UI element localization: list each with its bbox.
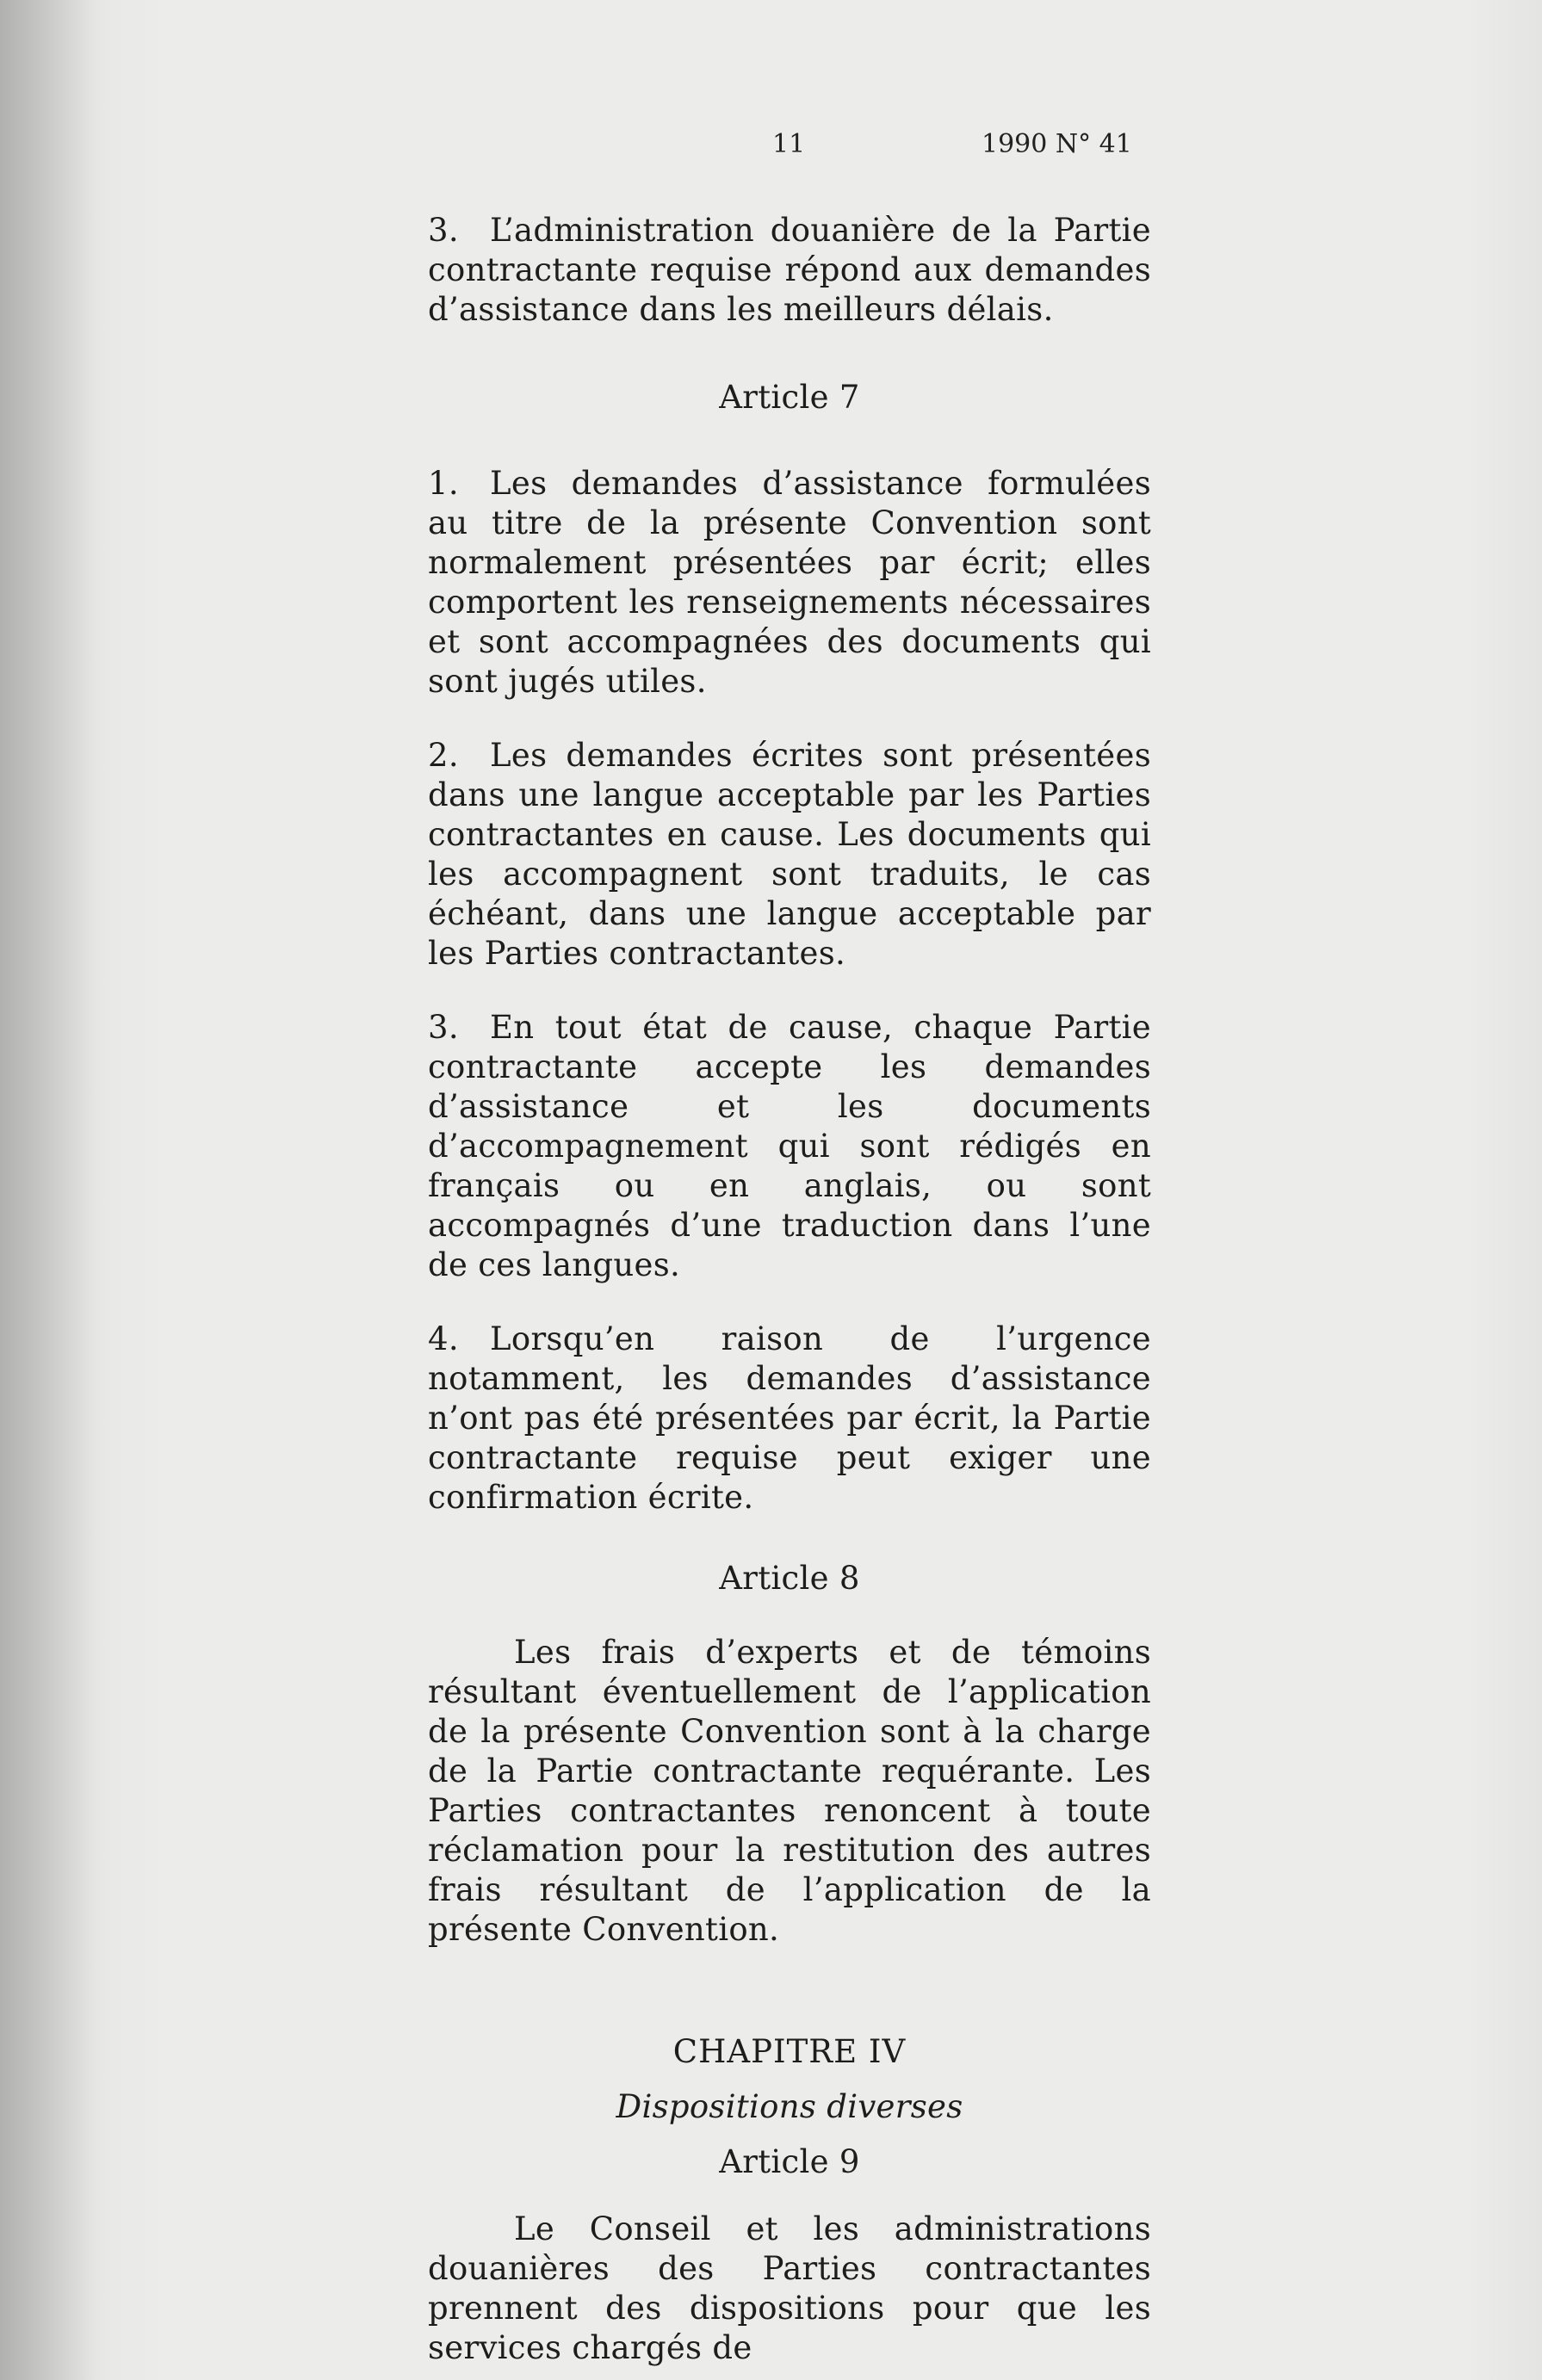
- paragraph-text: Les demandes écrites sont présentées dans une langue acceptable par les Parties contractantes en cause. Les documents qui les accompagnent sont traduits, le cas échéant, dans une langue acceptable par les Parties contractantes.: [428, 737, 1151, 972]
- paragraph-text: En tout état de cause, chaque Partie contractante accepte les demandes d’assistance et les documents d’accompagnement qui sont rédigés en français ou en anglais, ou sont accompagnés d’une traduction dans l’une de ces langues.: [428, 1009, 1151, 1283]
- paragraph-number: 1.: [428, 465, 459, 502]
- article7-paragraph-2: [428, 736, 1151, 974]
- article9-paragraph: Le Conseil et les administrations douanières des Parties contractantes prennent des dispositions pour que les services chargés de: [428, 2210, 1151, 2366]
- paragraph-text: L’administration douanière de la Partie contractante requise répond aux demandes d’assistance dans les meilleurs délais.: [428, 212, 1151, 328]
- article-7-heading: Article 7: [719, 379, 860, 416]
- paragraph-number: 2.: [428, 737, 459, 774]
- text-column: [428, 125, 1151, 2368]
- article-8-heading: Article 8: [719, 1560, 860, 1597]
- paragraph-text: Lorsqu’en raison de l’urgence notamment, les demandes d’assistance n’ont pas été présentées par écrit, la Partie contractante requise peut exiger une confirmation écrite.: [428, 1320, 1151, 1516]
- paragraph-number: 3.: [428, 212, 459, 249]
- article7-paragraph-4: [428, 1320, 1151, 1518]
- chapter-heading: CHAPITRE IV: [672, 2033, 907, 2070]
- article7-paragraph-1: [428, 464, 1151, 702]
- paragraph-text: Les demandes d’assistance formulées au titre de la présente Convention sont normalement présentées par écrit; elles comportent les renseignements nécessaires et sont accompagnées des documents qui sont jugés utiles.: [428, 465, 1151, 700]
- article7-paragraph-3: [428, 1008, 1151, 1285]
- document-reference: 1990 N° 41: [982, 129, 1132, 159]
- article-9-heading: Article 9: [719, 2143, 860, 2180]
- paragraph-number: 4.: [428, 1320, 459, 1357]
- article8-paragraph: Les frais d’experts et de témoins résultant éventuellement de l’application de la présente Convention sont à la charge de la Partie contractante requérante. Les Parties contractantes renoncent à toute réclamation pour la restitution des autres frais résultant de l’application de la présente Convention.: [428, 1634, 1151, 1948]
- paragraph-number: 3.: [428, 1009, 459, 1046]
- chapter-subtitle: Dispositions diverses: [616, 2088, 963, 2125]
- page-fold-shadow: [0, 0, 95, 2380]
- article6-paragraph-3: [428, 211, 1151, 330]
- page-number: 11: [772, 129, 806, 159]
